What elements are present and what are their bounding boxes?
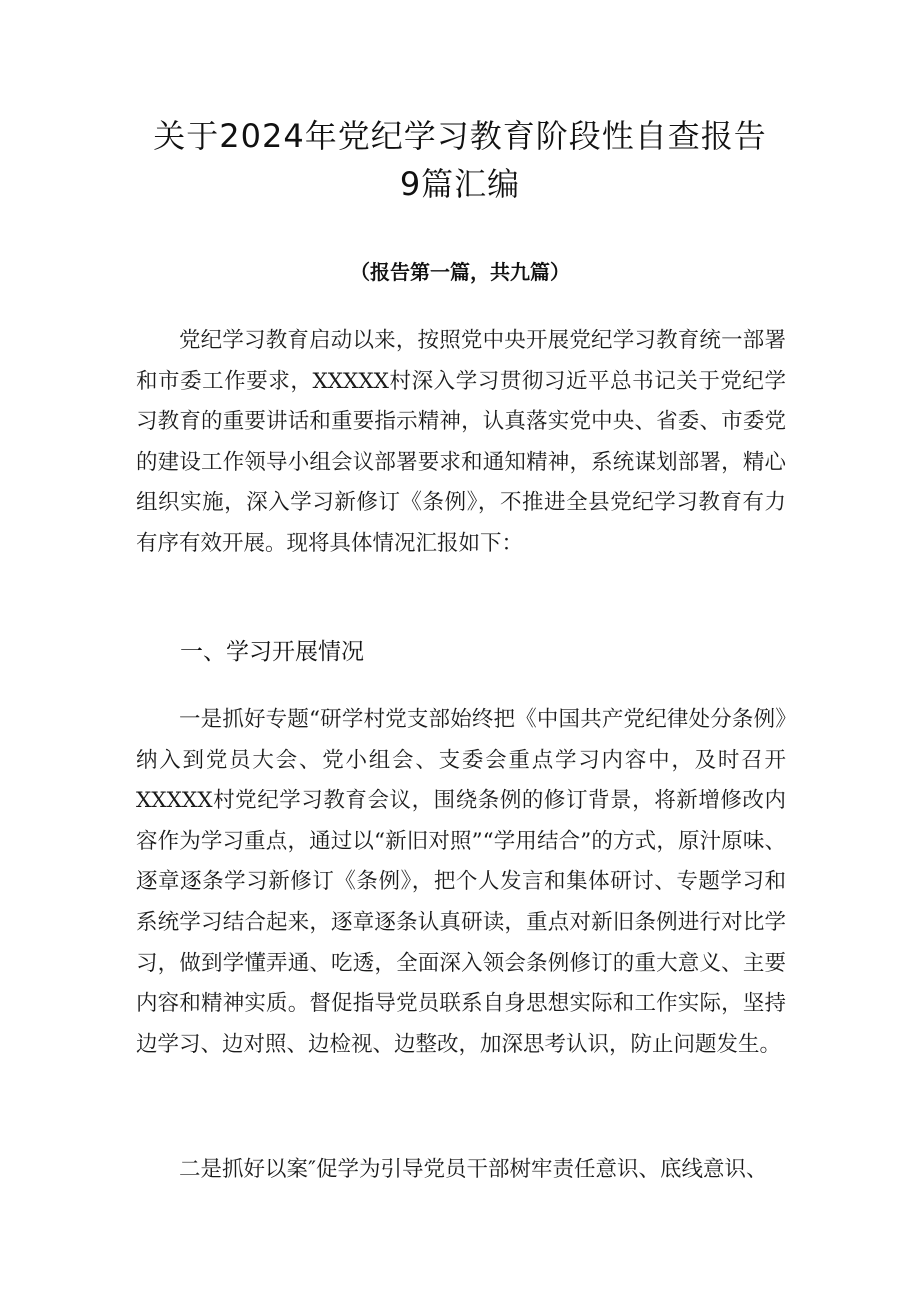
intro-paragraph: 党纪学习教育启动以来，按照党中央开展党纪学习教育统一部署和市委工作要求，XXXXX村深入学习贯彻习近平总书记关于党纪学习教育的重要讲话和重要指示精神，认真落实党中央、省委、市委党的建设工作领导小组会议部署要求和通知精神，系统谋划部署，精心组织实施，深入学习新修订《条例》，不推进全县党纪学习教育有力有序有效开展。现将具体情况汇报如下： <box>136 328 786 556</box>
report-subtitle: （报告第一篇，共九篇） <box>350 260 570 284</box>
section-1-paragraph-1: 一是抓好专题“研学村党支部始终把《中国共产党纪律处分条例》纳入到党员大会、党小组会、支委会重点学习内容中，及时召开XXXXX村党纪学习教育会议，围绕条例的修订背景，将新增修改内容作为学习重点，通过以“新旧对照”“学用结合”的方式，原汁原味、逐章逐条学习新修订《条例》，把个人发言和集体研讨、专题学习和系统学习结合起来，逐章逐条认真研读，重点对新旧条例进行对比学习，做到学懂弄通、吃透，全面深入领会条例修订的重大意义、主要内容和精神实质。督促指导党员联系自身思想实际和工作实际，坚持边学习、边对照、边检视、边整改，加深思考认识，防止问题发生。 <box>136 707 786 1057</box>
section-1-paragraph-2: 二是抓好以案″促学为引导党员干部树牢责任意识、底线意识、 <box>179 1157 768 1182</box>
document-title-line-2: 9篇汇编 <box>399 165 521 203</box>
section-heading-1: 一、学习开展情况 <box>180 639 364 665</box>
document-title-line-1: 关于2024年党纪学习教育阶段性自查报告 <box>153 117 767 155</box>
